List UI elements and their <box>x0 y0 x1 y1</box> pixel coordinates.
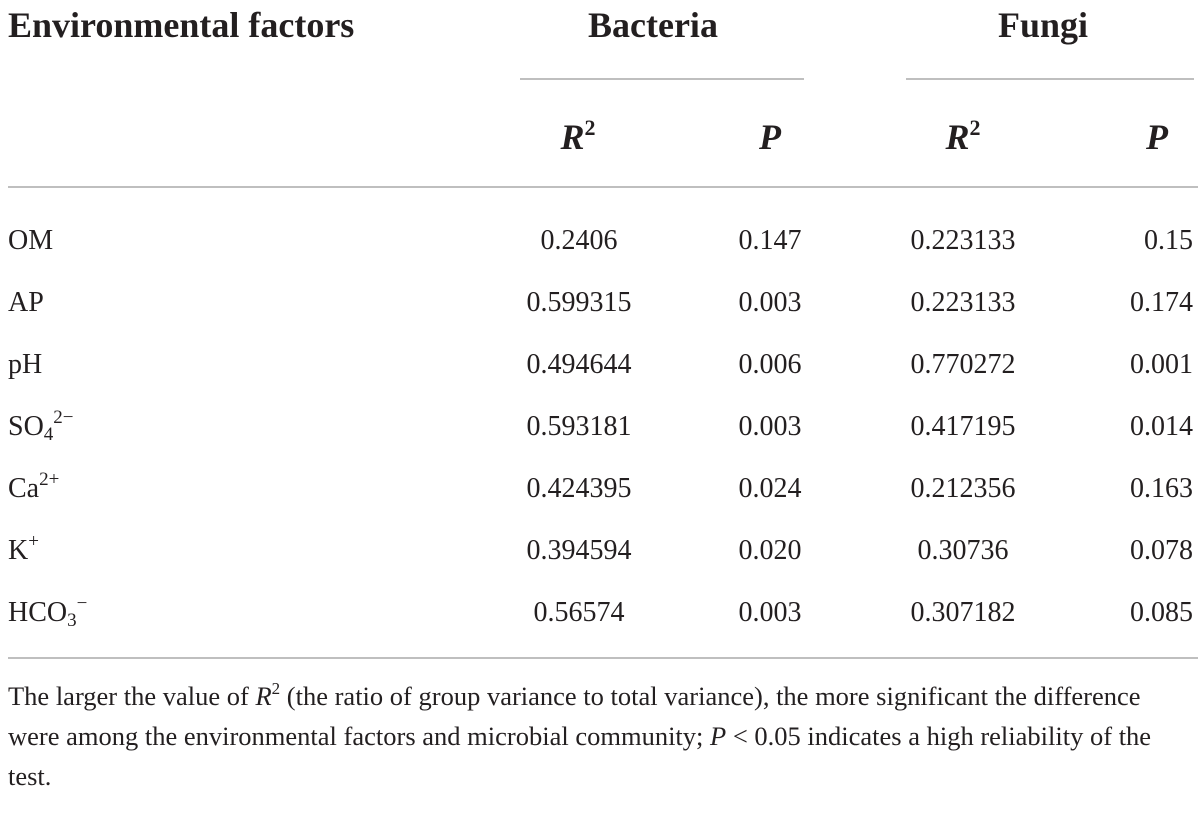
bacteria-p-value: 0.020 <box>738 535 802 566</box>
table-footnote: The larger the value of $R^2$ (the ratio of group variance to total variance), the more significant the difference were among the environmental factors and microbial community; P < 0.05 indicates a high reliability of the test. <box>8 679 1152 791</box>
fungi-p-value: 0.078 <box>1130 535 1193 566</box>
header-bacteria: Bacteria <box>588 5 718 45</box>
table-row <box>0 520 1200 582</box>
factor-label: K+ <box>8 531 39 566</box>
fungi-r2-value: 0.770272 <box>910 349 1016 380</box>
bacteria-r2-value: 0.593181 <box>526 411 632 442</box>
header-fungi-r2: $R^2$ <box>945 115 981 157</box>
factor-label: OM <box>8 225 54 256</box>
factor-label: $Ca^{2+}$ <box>8 469 60 504</box>
bacteria-p-value: 0.147 <box>738 225 802 256</box>
fungi-r2-value: 0.212356 <box>910 473 1016 504</box>
bacteria-r2-value: 0.599315 <box>526 287 632 318</box>
fungi-r2-value: 0.417195 <box>910 411 1016 442</box>
header-fungi: Fungi <box>998 5 1089 45</box>
bacteria-p-value: 0.024 <box>738 473 802 504</box>
header-fungi-p: P <box>1146 117 1168 157</box>
fungi-p-value: 0.085 <box>1130 597 1193 628</box>
header-environmental-factors: Environmental factors <box>8 5 355 45</box>
bacteria-p-value: 0.003 <box>738 411 802 442</box>
factor-label: AP <box>8 287 44 318</box>
header-bacteria-p: P <box>759 117 781 157</box>
bacteria-p-value: 0.006 <box>738 349 802 380</box>
fungi-r2-value: 0.223133 <box>910 287 1016 318</box>
factor-label: HCO3− <box>8 593 88 631</box>
table-row <box>0 582 1200 644</box>
bacteria-r2-value: 0.2406 <box>540 225 618 256</box>
fungi-r2-value: 0.30736 <box>917 535 1009 566</box>
factor-label: $SO4^{2-}$ <box>8 407 74 445</box>
fungi-p-value: 0.174 <box>1130 287 1193 318</box>
table-row <box>0 272 1200 334</box>
bacteria-r2-value: 0.394594 <box>526 535 632 566</box>
table-row <box>0 334 1200 396</box>
table-bottom-rule <box>8 657 1198 659</box>
bacteria-r2-value: 0.424395 <box>526 473 632 504</box>
bacteria-group-rule <box>520 78 804 80</box>
header-bottom-rule <box>8 186 1198 188</box>
header-bacteria-r2: $R^2$ <box>560 115 596 157</box>
fungi-r2-value: 0.223133 <box>910 225 1016 256</box>
bacteria-r2-value: 0.494644 <box>526 349 632 380</box>
factor-label: pH <box>8 349 43 380</box>
bacteria-p-value: 0.003 <box>738 597 802 628</box>
table-row <box>0 396 1200 458</box>
bacteria-r2-value: 0.56574 <box>533 597 625 628</box>
table-row <box>0 458 1200 520</box>
fungi-p-value: 0.163 <box>1130 473 1193 504</box>
fungi-p-value: 0.001 <box>1130 349 1193 380</box>
fungi-r2-value: 0.307182 <box>910 597 1016 628</box>
table-row <box>0 210 1200 272</box>
fungi-group-rule <box>906 78 1194 80</box>
fungi-p-value: 0.15 <box>1144 225 1193 256</box>
fungi-p-value: 0.014 <box>1130 411 1193 442</box>
bacteria-p-value: 0.003 <box>738 287 802 318</box>
